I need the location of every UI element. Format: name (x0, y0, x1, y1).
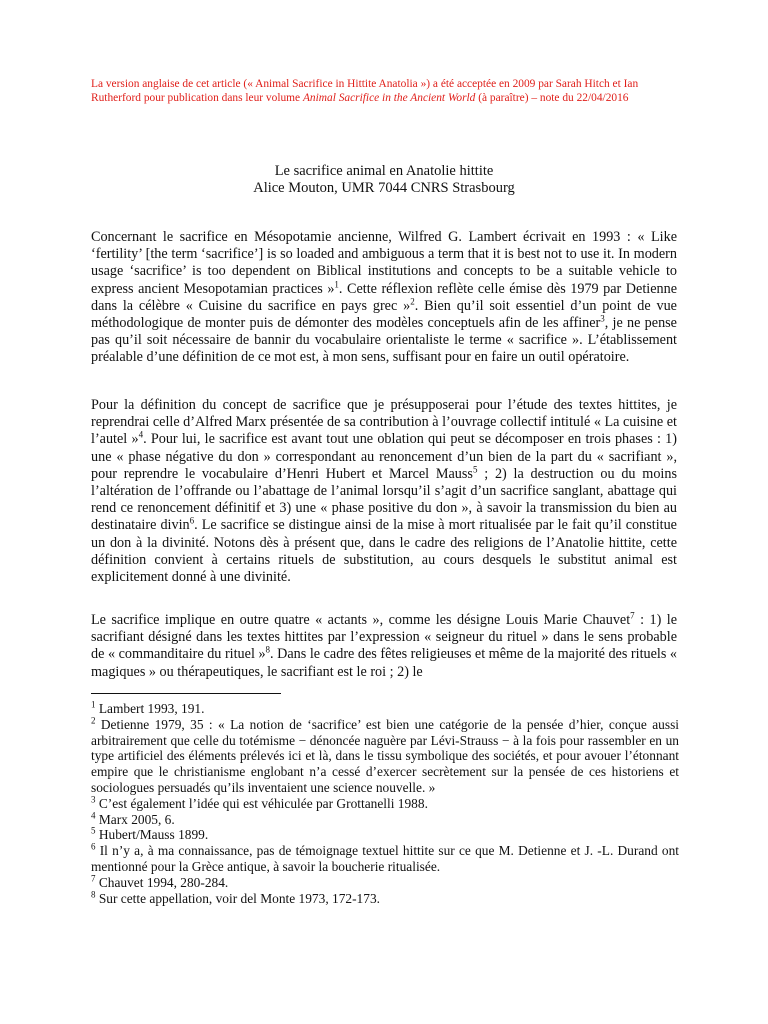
footnote-ref-8[interactable]: 8 (265, 644, 271, 655)
footnote-text: Detienne 1979, 35 : « La notion de ‘sacrifice’ est bien une catégorie de la pensée d’hier, conçue aussi arbitrairement que celle du totémisme − dénoncée naguère par Lévi-Strauss − à la fois pour rassembler en un type artificiel des éléments prélevés ici et là, dans le tissu symbolique des sociétés, et pour avouer l’étonnant empire que le christianisme englobant n’a cessé d’exercer secrètement sur la pensée de ces historiens et sociologues persuadés qu’ils inventaient une science nouvelle. » (91, 716, 679, 795)
footnote-text: Lambert 1993, 191. (95, 701, 205, 716)
footnote-number: 1 (91, 699, 96, 710)
footnote-number: 8 (91, 889, 96, 900)
footnote-5 (91, 827, 679, 843)
paragraph-1 (91, 229, 677, 367)
footnote-ref-4[interactable]: 4 (138, 429, 144, 440)
footnote-text: Marx 2005, 6. (95, 811, 175, 827)
footnote-ref-6[interactable]: 6 (189, 515, 195, 526)
footnote-text: C’est également l’idée qui est véhiculée par Grottanelli 1988. (95, 795, 428, 811)
footnote-8 (91, 891, 679, 907)
p1-text-a: Concernant le sacrifice en Mésopotamie ancienne, Wilfred G. Lambert écrivait en 1993 : « Like ‘fertility’ [the term ‘sacrifice’] is so loaded and ambiguous a term that it is best not to use it. In modern usage ‘sacrifice’ is too dependent on Biblical institutions and concepts to be a suitable vehicle to express ancient Mesopotamian practices » (91, 229, 677, 297)
footnote-ref-5[interactable]: 5 (472, 464, 478, 475)
footnote-6 (91, 843, 679, 875)
footnote-ref-2[interactable]: 2 (410, 296, 415, 307)
p2-text-b: . Pour lui, le sacrifice est avant tout une oblation qui peut se décomposer en trois phases : 1) une « phase négative du don » correspondant au renoncement d’un bien de la part du « sacrifiant », pour reprendre le vocabulaire d’Henri Hubert et Marcel Mauss (91, 431, 677, 482)
footnote-number: 4 (91, 810, 96, 821)
footnote-number: 6 (91, 841, 96, 852)
footnote-ref-3[interactable]: 3 (600, 313, 605, 324)
article-author: Alice Mouton, UMR 7044 CNRS Strasbourg (253, 180, 515, 196)
note-text-start: La version anglaise de cet article (« Animal Sacrifice in Hittite Anatolia ») a été acceptée en 2009 par Sarah Hitch et Ian Rutherford pour publication dans leur volume (91, 78, 639, 104)
paragraph-3 (91, 612, 677, 681)
p2-text-c: ; 2) la destruction ou du moins l’altération de l’offrande ou l’abattage de l’animal lorsqu’il s’agit d’un sacrifice sanglant, abattage qui rend ce renoncement définitif et 3) une « phase positive du don », à savoir la transmission du bien au destinataire divin (91, 465, 677, 534)
footnote-3 (91, 796, 679, 812)
paragraph-2 (91, 397, 677, 586)
footnote-text: Chauvet 1994, 280-284. (95, 874, 229, 890)
footnote-ref-1[interactable]: 1 (334, 278, 339, 289)
footnote-number: 3 (91, 794, 96, 805)
note-text-end: (à paraître) – note du 22/04/2016 (475, 92, 629, 104)
p1-text-c: . Bien qu’il soit essentiel d’un point de vue méthodologique de monter puis de démonter des modèles conceptuels afin de les affiner (91, 297, 677, 332)
footnote-number: 7 (91, 873, 96, 884)
publication-note (91, 77, 681, 105)
p3-text-b: : 1) le sacrifiant désigné dans les textes hittites par l’expression « seigneur du rituel » dans le sens probable de « commanditaire du rituel » (91, 612, 677, 663)
footnote-number: 2 (91, 715, 96, 726)
p3-text-c: . Dans le cadre des fêtes religieuses et même de la majorité des rituels « magiques » ou thérapeutiques, le sacrifiant est le roi ; 2) le (91, 646, 678, 680)
footnote-4 (91, 812, 679, 828)
p1-text-d: , je ne pense pas qu’il soit nécessaire de bannir du vocabulaire orientaliste le terme « sacrifice ». L’établissement préalable d’une définition de ce mot est, à mon sens, suffisant pour en faire un outil opératoire. (91, 315, 677, 366)
footnote-ref-7[interactable]: 7 (630, 610, 635, 621)
p2-text-d: . Le sacrifice se distingue ainsi de la mise à mort ritualisée par le fait qu’il constitue un don à la divinité. Notons dès à présent que, dans le cadre des religions de l’Anatolie hittite, cette définition convient à certains rituels de substitution, au cours desquels le substitut animal est explicitement donné à une divinité. (91, 517, 677, 586)
article-title: Le sacrifice animal en Anatolie hittite (274, 163, 494, 179)
footnote-separator (91, 693, 281, 694)
footnote-1 (91, 701, 679, 717)
footnote-text: Il n’y a, à ma connaissance, pas de témoignage textuel hittite sur ce que M. Detienne et J. -L. Durand ont mentionné pour la Grèce antique, à savoir la boucherie ritualisée. (91, 843, 679, 874)
footnote-text: Sur cette appellation, voir del Monte 1973, 172-173. (95, 890, 380, 906)
p3-text-a: Le sacrifice implique en outre quatre « actants », comme les désigne Louis Marie Chauvet (91, 612, 631, 628)
footnote-text: Hubert/Mauss 1899. (95, 827, 209, 843)
note-book-title: Animal Sacrifice in the Ancient World (302, 92, 476, 104)
footnotes (91, 701, 679, 906)
footnote-number: 5 (91, 825, 96, 836)
footnote-2 (91, 717, 679, 796)
p1-text-b: . Cette réflexion reflète celle émise dès 1979 par Detienne dans la célèbre « Cuisine du sacrifice en pays grec » (91, 280, 677, 314)
p2-text-a: Pour la définition du concept de sacrifice que je présupposerai pour l’étude des textes hittites, je reprendrai celle d’Alfred Marx présentée de sa contribution à l’ouvrage collectif intitulé « La cuisine et l’autel » (91, 397, 677, 448)
footnote-7 (91, 875, 679, 891)
